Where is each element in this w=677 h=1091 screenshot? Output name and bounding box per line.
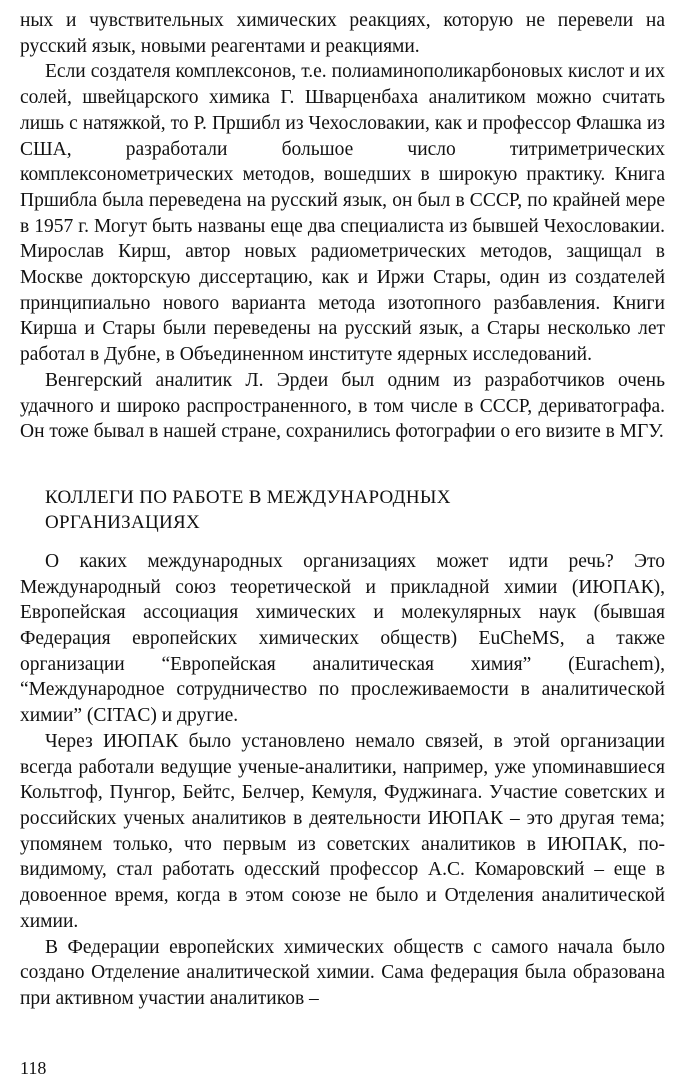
section-heading-line-1: КОЛЛЕГИ ПО РАБОТЕ В МЕЖДУНАРОДНЫХ	[45, 486, 451, 508]
spacer	[20, 445, 665, 485]
paragraph-organizations: О каких международных организациях может идти речь? Это Международный союз теоретической и прикладной химии (ИЮПАК), Европейская ассоциация химических и молекулярных наук (бывшая Федерация европейских химических обществ) EuCheMS, а также организации “Европейская аналитическая химия” (Eurachem), “Международное сотрудничество по прослеживаемости в аналитической химии” (CITAC) и другие.	[20, 550, 665, 727]
spacer	[20, 535, 665, 549]
page-number: 118	[20, 1058, 47, 1078]
paragraph-iupac: Через ИЮПАК было установлено немало связей, в этой организации всегда работали ведущие ученые-аналитики, например, уже упоминавшиеся Кольтгоф, Пунгор, Бейтс, Белчер, Кемуля, Фуджинага. Участие советских и российских ученых аналитиков в деятельности ИЮПАК – это другая тема; упомянем только, что первым из советских аналитиков в ИЮПАК, по-видимому, стал работать одесский профессор А.С. Комаровский – еще в довоенное время, когда в этом союзе не было и Отделения аналитической химии.	[20, 730, 665, 932]
paragraph-continuation: ных и чувствительных химических реакциях, которую не перевели на русский язык, новыми реагентами и реакциями.	[20, 10, 665, 57]
paragraph-federation: В Федерации европейских химических обществ с самого начала было создано Отделение аналитической химии. Сама федерация была образована при активном участии аналитиков –	[20, 936, 665, 1009]
paragraph-erdei: Венгерский аналитик Л. Эрдеи был одним из разработчиков очень удачного и широко распространенного, в том числе в СССР, дериватографа. Он тоже бывал в нашей стране, сохранились фотографии о его визите в МГУ.	[20, 369, 665, 443]
paragraph-complexones: Если создателя комплексонов, т.е. полиаминополикарбоновых кислот и их солей, швейцарского химика Г. Шварценбаха аналитиком можно считать лишь с натяжкой, то Р. Пршибл из Чехословакии, как и профессор Флашка из США, разработали большое число титриметрических комплексонометрических методов, вошедших в широкую практику. Книга Пршибла была переведена на русский язык, он был в СССР, по крайней мере в 1957 г. Могут быть названы еще два специалиста из бывшей Чехословакии. Мирослав Кирш, автор новых радиометрических методов, защищал в Москве докторскую диссертацию, как и Иржи Стары, один из создателей принципиально нового варианта метода изотопного разбавления. Книги Кирша и Стары были переведены на русский язык, а Стары несколько лет работал в Дубне, в Объединенном институте ядерных исследований.	[20, 61, 665, 366]
section-heading	[20, 485, 665, 535]
section-heading-line-2: ОРГАНИЗАЦИЯХ	[45, 511, 201, 533]
